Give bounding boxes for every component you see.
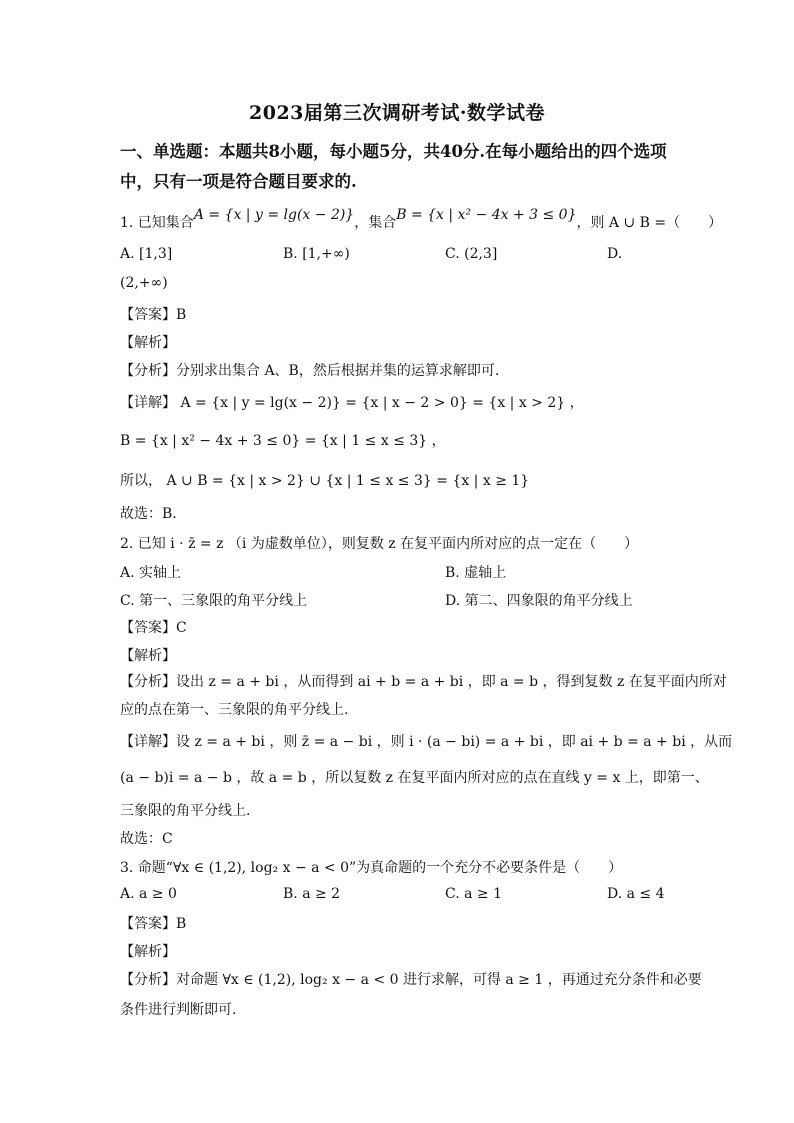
q1-stem-a: 1. 已知集合 bbox=[120, 215, 194, 231]
q2-fenxi-1: 【分析】设出 z = a + bi ，从而得到 ai + b = a + bi ，即 a = b ，得到复数 z 在复平面内所对 bbox=[120, 674, 727, 690]
q1-set-a: A = {x | y = lg(x − 2)} bbox=[193, 207, 355, 223]
q1-answer: 【答案】B bbox=[120, 307, 187, 323]
q2-xiangjie-3: 三象限的角平分线上. bbox=[120, 803, 251, 819]
q3-stem: 3. 命题“∀x ∈ (1,2), log₂ x − a < 0”为真命题的一个充分不必要条件是（ ） bbox=[120, 860, 623, 876]
q2-xiangjie-2: (a − b)i = a − b ，故 a = b ，所以复数 z 在复平面内所对应的点在直线 y = x 上，即第一、 bbox=[120, 770, 709, 786]
q3-fenxi-2: 条件进行判断即可. bbox=[120, 1002, 237, 1018]
q1-conclusion: 故选：B. bbox=[120, 506, 177, 522]
q2-option-b: B. 虚轴上 bbox=[445, 565, 507, 581]
q2-analysis-label: 【解析】 bbox=[120, 648, 176, 664]
q1-option-b: B. [1,+∞) bbox=[283, 246, 350, 262]
q2-option-c: C. 第一、三象限的角平分线上 bbox=[120, 593, 308, 609]
q1-xiangjie-3: 所以， A ∪ B = {x | x > 2} ∪ {x | 1 ≤ x ≤ 3} = {x | x ≥ 1} bbox=[120, 473, 530, 489]
q2-fenxi-2: 应的点在第一、三象限的角平分线上. bbox=[120, 702, 349, 718]
q2-option-a: A. 实轴上 bbox=[120, 565, 182, 581]
q2-stem: 2. 已知 i · z̄ = z （i 为虚数单位），则复数 z 在复平面内所对应的点一定在（ ） bbox=[120, 536, 639, 552]
page-title: 2023届第三次调研考试·数学试卷 bbox=[249, 102, 545, 124]
q1-fenxi: 【分析】分别求出集合 A、B，然后根据并集的运算求解即可. bbox=[120, 363, 500, 379]
q1-option-c: C. (2,3] bbox=[445, 246, 498, 262]
q2-xiangjie-1: 【详解】设 z = a + bi ，则 z̄ = a − bi ，则 i · (a − bi) = a + bi ，即 ai + b = a + bi ，从而 bbox=[120, 734, 733, 750]
q3-option-a: A. a ≥ 0 bbox=[120, 886, 177, 902]
q3-option-c: C. a ≥ 1 bbox=[445, 886, 502, 902]
q1-option-a: A. [1,3] bbox=[120, 246, 173, 262]
q1-xiangjie-1: 【详解】 A = {x | y = lg(x − 2)} = {x | x − 2 > 0} = {x | x > 2} ， bbox=[120, 395, 584, 411]
q3-option-d: D. a ≤ 4 bbox=[607, 886, 665, 902]
q1-stem bbox=[120, 207, 723, 232]
q1-stem-c: ，则 A ∪ B =（ ） bbox=[576, 215, 723, 231]
q3-analysis-label: 【解析】 bbox=[120, 944, 176, 960]
q3-option-b: B. a ≥ 2 bbox=[283, 886, 341, 902]
q3-answer: 【答案】B bbox=[120, 916, 187, 932]
section-heading-line1: 一、单选题：本题共8小题，每小题5分，共40分.在每小题给出的四个选项 bbox=[120, 142, 667, 161]
q2-option-d: D. 第二、四象限的角平分线上 bbox=[445, 593, 633, 609]
q2-answer: 【答案】C bbox=[120, 620, 187, 636]
section-heading-line2: 中，只有一项是符合题目要求的. bbox=[120, 172, 357, 191]
q2-conclusion: 故选：C bbox=[120, 831, 173, 847]
q1-xiangjie-2: B = {x | x² − 4x + 3 ≤ 0} = {x | 1 ≤ x ≤ 3} ， bbox=[120, 433, 446, 449]
q1-option-d-value: (2,+∞) bbox=[120, 275, 168, 291]
q1-set-b: B = {x | x² − 4x + 3 ≤ 0} bbox=[396, 207, 577, 223]
q3-fenxi-1: 【分析】对命题 ∀x ∈ (1,2), log₂ x − a < 0 进行求解，可得 a ≥ 1 ，再通过充分条件和必要 bbox=[120, 972, 702, 988]
q1-stem-b: ，集合 bbox=[354, 215, 397, 231]
q1-analysis-label: 【解析】 bbox=[120, 335, 176, 351]
q1-option-d: D. bbox=[607, 246, 623, 262]
